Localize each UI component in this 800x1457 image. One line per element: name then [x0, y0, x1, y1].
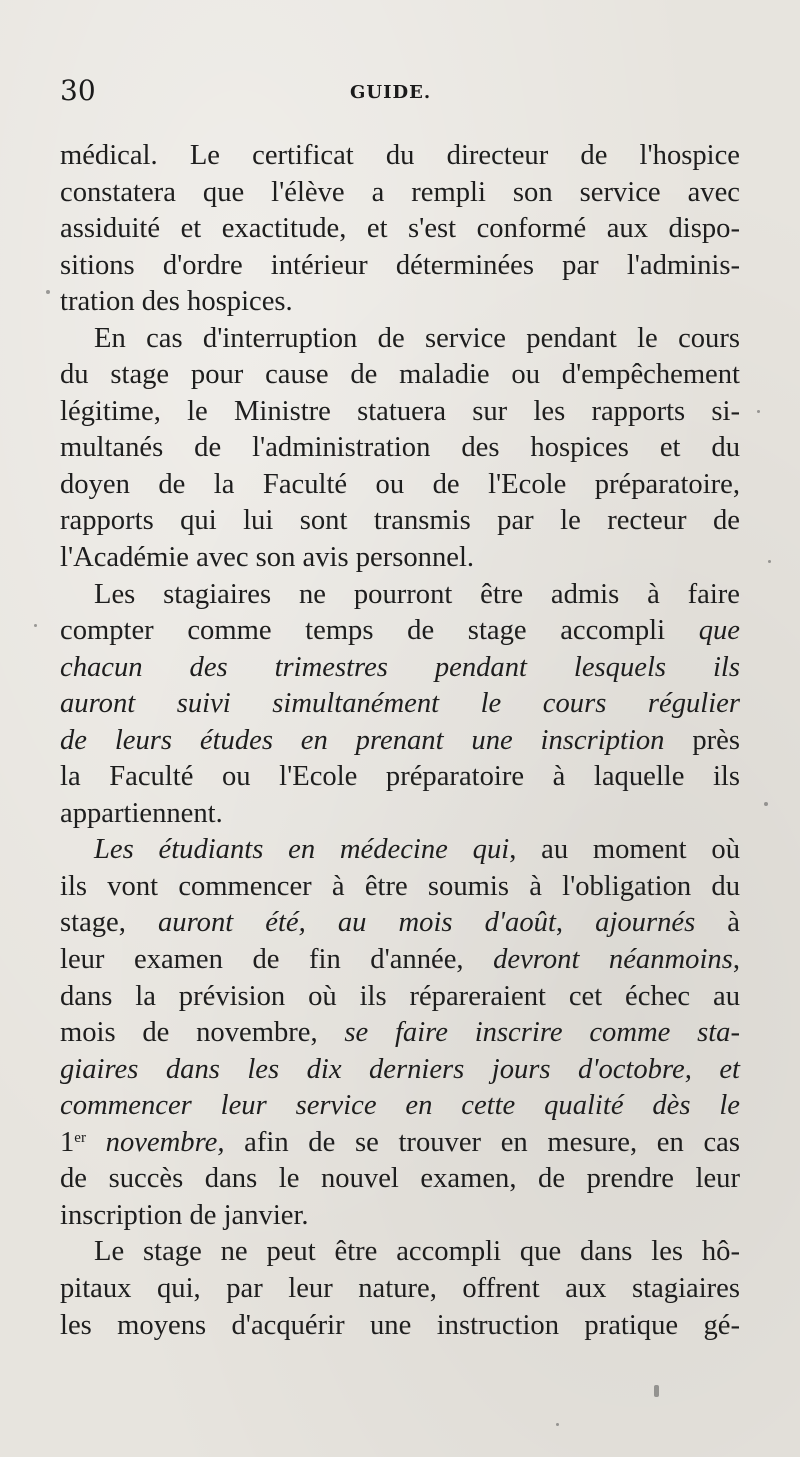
text-line	[60, 686, 740, 723]
text-line	[60, 1308, 740, 1345]
text-run: constatera que l'élève a rempli son service avec	[60, 176, 740, 208]
text-line	[60, 723, 740, 760]
italic-text: que	[698, 615, 740, 647]
text-line	[60, 321, 740, 358]
text-run: dans la prévision où ils répareraient cet échec au	[60, 980, 740, 1012]
text-run: Les stagiaires ne pourront être admis à faire	[94, 578, 740, 610]
text-run: En cas d'interruption de service pendant le cours	[94, 322, 740, 354]
text-line	[60, 430, 740, 467]
text-line	[60, 1015, 740, 1052]
text-run: ,	[732, 944, 740, 976]
text-run: sitions d'ordre intérieur déterminées par l'adminis-	[60, 249, 740, 281]
scan-speck	[34, 624, 37, 627]
text-line	[60, 138, 740, 175]
italic-text: commencer leur service en cette qualité dès le	[60, 1090, 740, 1122]
text-run: ,	[555, 907, 596, 939]
italic-text: giaires dans les dix derniers jours d'octobre, et	[60, 1053, 740, 1085]
text-line	[60, 211, 740, 248]
text-run: à	[695, 907, 740, 939]
text-line	[60, 394, 740, 431]
italic-text: auront suivi simultanément le cours régulier	[60, 688, 740, 720]
text-run: médical. Le certificat du directeur de l'hospice	[60, 140, 740, 171]
text-line	[60, 577, 740, 614]
text-run: leur examen de fin d'année,	[60, 944, 494, 976]
text-run: tration des hospices.	[60, 286, 293, 318]
running-head: GUIDE.	[350, 82, 432, 103]
page-number: 30	[60, 74, 96, 107]
text-line	[60, 832, 740, 869]
text-run	[86, 1127, 106, 1158]
text-run: appartiennent.	[60, 797, 223, 829]
text-line	[60, 796, 740, 833]
text-line	[60, 613, 740, 650]
text-line	[60, 467, 740, 504]
italic-text: ajournés	[595, 907, 696, 939]
italic-text: de leurs études en prenant une inscription	[60, 724, 665, 756]
scan-speck	[764, 802, 768, 806]
text-line	[60, 1088, 740, 1125]
text-line	[60, 1198, 740, 1235]
text-run: pitaux qui, par leur nature, offrent aux stagiaires	[60, 1272, 740, 1304]
text-line	[60, 540, 740, 577]
body-text	[60, 138, 740, 1344]
italic-text: devront néanmoins	[493, 944, 733, 976]
text-run: du stage pour cause de maladie ou d'empêchement	[60, 359, 740, 391]
italic-text: novembre,	[105, 1126, 225, 1158]
italic-text: Les étudiants en médecine qui	[94, 834, 510, 866]
text-run: mois de novembre,	[60, 1017, 345, 1049]
scan-speck	[757, 410, 760, 413]
text-line	[60, 503, 740, 540]
text-run: afin de se trouver en mesure, en cas	[224, 1126, 740, 1158]
italic-text: se faire inscrire comme sta-	[344, 1017, 740, 1049]
text-run: inscription de janvier.	[60, 1199, 309, 1231]
text-run: rapports qui lui sont transmis par le recteur de	[60, 505, 740, 537]
text-run: la Faculté ou l'Ecole préparatoire à laquelle ils	[60, 761, 740, 793]
page-header	[60, 74, 740, 114]
text-line	[60, 942, 740, 979]
text-run: les moyens d'acquérir une instruction pratique gé-	[60, 1309, 740, 1341]
text-run: Le stage ne peut être accompli que dans les hô-	[94, 1236, 740, 1268]
text-run: compter comme temps de stage accompli	[60, 615, 699, 647]
text-run: assiduité et exactitude, et s'est conformé aux dispo-	[60, 213, 740, 245]
text-line	[60, 175, 740, 212]
text-line	[60, 650, 740, 687]
text-run: 1	[60, 1126, 75, 1158]
superscript: er	[74, 1129, 86, 1146]
text-line	[60, 1161, 740, 1198]
italic-text: auront été, au mois d'août	[158, 907, 556, 939]
scan-speck	[46, 290, 50, 294]
text-run: ils vont commencer à être soumis à l'obligation du	[60, 870, 740, 902]
text-line	[60, 1271, 740, 1308]
text-line	[60, 1052, 740, 1089]
scan-speck	[556, 1423, 559, 1426]
text-line	[60, 1234, 740, 1271]
text-line	[60, 357, 740, 394]
text-run: de succès dans le nouvel examen, de prendre leur	[60, 1163, 740, 1195]
text-line	[60, 284, 740, 321]
text-run: l'Académie avec son avis personnel.	[60, 542, 475, 574]
italic-text: chacun des trimestres pendant lesquels ils	[60, 651, 740, 683]
text-run: , au moment où	[509, 834, 740, 866]
text-line	[60, 869, 740, 906]
text-run: multanés de l'administration des hospices et du	[60, 432, 740, 464]
text-run: près	[664, 724, 740, 756]
text-line	[60, 248, 740, 285]
text-line	[60, 905, 740, 942]
scan-speck	[654, 1385, 659, 1397]
text-line	[60, 1125, 740, 1162]
scan-speck	[768, 560, 771, 563]
text-run: stage,	[60, 907, 158, 939]
text-run: doyen de la Faculté ou de l'Ecole préparatoire,	[60, 468, 740, 500]
text-line	[60, 759, 740, 796]
text-run: légitime, le Ministre statuera sur les rapports si-	[60, 395, 740, 427]
text-line	[60, 979, 740, 1016]
